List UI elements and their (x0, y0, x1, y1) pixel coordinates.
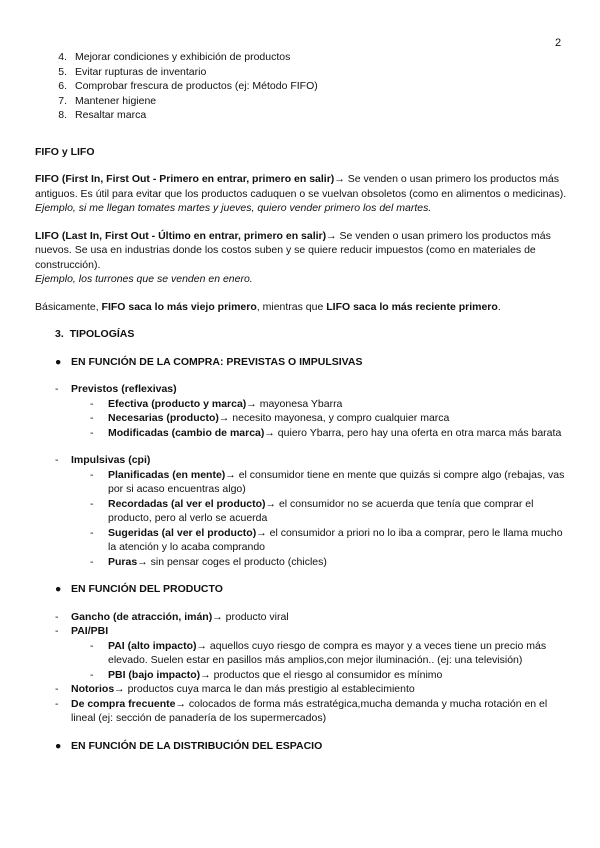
paipbi-label: - PAI/PBI (55, 625, 109, 637)
list-item: 8. Resaltar marca (58, 109, 147, 121)
previstos-label: - Previstos (reflexivas) (55, 383, 177, 395)
list-item: - Efectiva (producto y marca)→ mayonesa Ybarra (90, 397, 343, 410)
page-number: 2 (555, 37, 562, 49)
lifo-paragraph: LIFO (Last In, First Out - Último en entrar, primero en salir)→ Se venden o usan primero los productos más nuevos. Se usa en industrias donde los costos suben y se quiere reducir impuestos (como en materiales de construcción). (35, 229, 551, 271)
list-item: - PAI (alto impacto)→ aquellos cuyo riesgo de compra es mayor y a veces tiene un precio más elevado. Suelen estar en pasillos más amplios,con mejor iluminación.. (ej: una televisión) (90, 639, 547, 666)
fifo-paragraph: FIFO (First In, First Out - Primero en entrar, primero en salir)→ Se venden o usan primero los productos más antiguos. Es útil para evitar que los productos caduquen o se vuelvan obsoletos (como en alimentos o medicinas). (35, 173, 567, 200)
impulsivas-label: - Impulsivas (cpi) (55, 454, 151, 466)
list-item: - Planificadas (en mente)→ el consumidor tiene en mente que quizás si compre algo (rebajas, vas por si acaso encuentras algo) (90, 468, 565, 495)
list-item: 5. Evitar rupturas de inventario (58, 65, 207, 78)
compra-heading: ● EN FUNCIÓN DE LA COMPRA: PREVISTAS O IMPULSIVAS (55, 355, 363, 368)
lifo-example: Ejemplo, los turrones que se venden en enero. (35, 273, 253, 285)
producto-heading: ● EN FUNCIÓN DEL PRODUCTO (55, 583, 223, 595)
document-body (35, 50, 567, 753)
list-item: - Modificadas (cambio de marca)→ quiero Ybarra, pero hay una oferta en otra marca más barata (90, 426, 562, 439)
list-item: - Sugeridas (al ver el producto)→ el consumidor a priori no lo iba a comprar, pero le llama mucho la atención y lo acaba comprando (90, 526, 563, 553)
distribucion-heading: ● EN FUNCIÓN DE LA DISTRIBUCIÓN DEL ESPACIO (55, 739, 323, 752)
list-item: 4. Mejorar condiciones y exhibición de productos (58, 51, 291, 63)
intro-list (35, 50, 567, 123)
list-item: - Notorios→ productos cuya marca le dan más prestigio al establecimiento (55, 683, 415, 695)
list-item: - Recordadas (al ver el producto)→ el consumidor no se acuerda que tenía que comprar el producto, pero al verlo se acuerda (90, 497, 534, 524)
list-item: 6. Comprobar frescura de productos (ej: Método FIFO) (58, 80, 318, 92)
list-item: - De compra frecuente→ colocados de forma más estratégica,mucha demanda y mucha rotación en el lineal (ej: sección de panadería de los supermercados) (55, 697, 548, 724)
list-item: - Gancho (de atracción, imán)→ producto viral (55, 610, 289, 623)
fifo-lifo-heading: FIFO y LIFO (35, 145, 95, 158)
tipologias-heading: 3. TIPOLOGÍAS (55, 328, 135, 340)
fifo-example: Ejemplo, si me llegan tomates martes y jueves, quiero vender primero los del martes. (35, 202, 432, 214)
summary-paragraph: Básicamente, FIFO saca lo más viejo primero, mientras que LIFO saca lo más reciente primero. (35, 300, 501, 313)
list-item: 7. Mantener higiene (58, 94, 157, 107)
list-item: - PBI (bajo impacto)→ productos que el riesgo al consumidor es mínimo (90, 668, 443, 681)
list-item: - Necesarias (producto)→ necesito mayonesa, y compro cualquier marca (90, 412, 450, 424)
list-item: - Puras→ sin pensar coges el producto (chicles) (90, 555, 327, 568)
